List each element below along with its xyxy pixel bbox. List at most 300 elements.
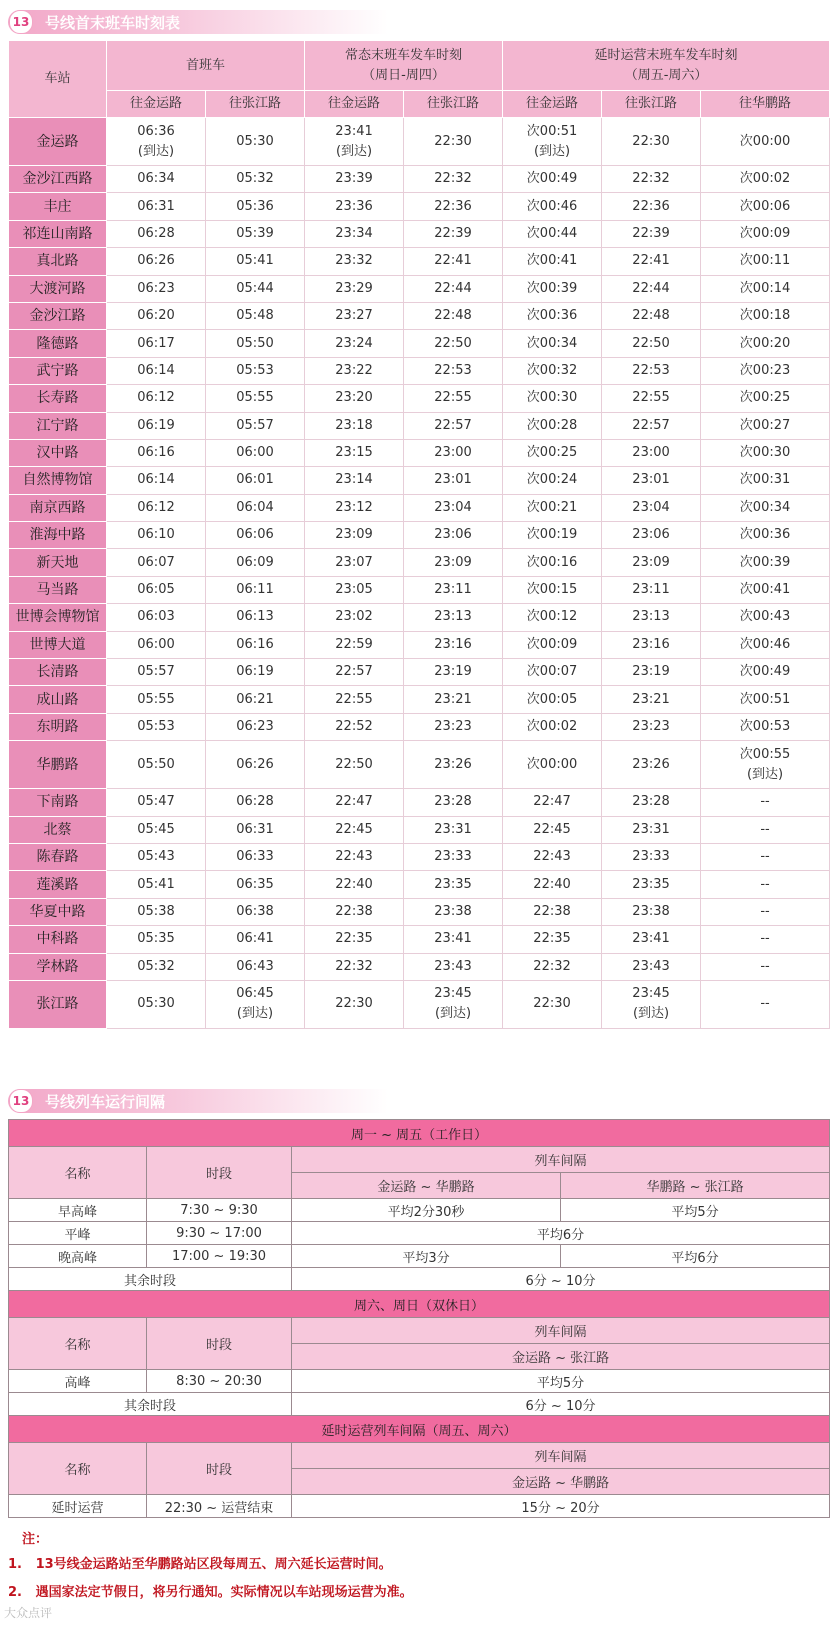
- time-cell: [107, 549, 206, 576]
- time-value: 06:45: [236, 986, 274, 1002]
- intervals-title: 号线列车运行间隔: [45, 1092, 166, 1111]
- time-cell: [701, 385, 830, 412]
- time-value: 06:17: [137, 335, 175, 351]
- time-cell: [503, 193, 602, 220]
- timetable-row: [9, 576, 830, 603]
- time-cell: [602, 816, 701, 843]
- time-value: 23:33: [632, 849, 670, 865]
- time-value: 06:35: [236, 876, 274, 892]
- time-value: --: [760, 958, 770, 974]
- time-value: 22:39: [632, 225, 670, 241]
- time-value: 次00:41: [526, 253, 578, 269]
- time-cell: [602, 193, 701, 220]
- time-cell: [404, 330, 503, 357]
- time-cell: [602, 713, 701, 740]
- time-cell: [305, 713, 404, 740]
- time-cell: [305, 494, 404, 521]
- time-value: 23:38: [434, 903, 472, 919]
- time-cell: [404, 385, 503, 412]
- timetable-row: [9, 686, 830, 713]
- arrival-note: (到达): [137, 143, 175, 159]
- time-value: 22:35: [335, 931, 373, 947]
- time-cell: [404, 631, 503, 658]
- row-name: 其余时段: [9, 1393, 292, 1416]
- time-value: 06:28: [137, 225, 175, 241]
- time-cell: [206, 522, 305, 549]
- time-value: 05:53: [236, 362, 274, 378]
- time-value: 05:44: [236, 280, 274, 296]
- time-cell: [107, 193, 206, 220]
- time-cell: [107, 357, 206, 384]
- time-value: 22:36: [434, 198, 472, 214]
- row-value: 平均2分30秒: [292, 1199, 561, 1222]
- station-name: 江宁路: [9, 412, 107, 439]
- time-value: 次00:30: [739, 445, 791, 461]
- time-value: --: [760, 903, 770, 919]
- time-cell: [503, 898, 602, 925]
- time-cell: [305, 275, 404, 302]
- time-value: 22:53: [434, 362, 472, 378]
- time-value: 23:26: [434, 756, 472, 772]
- time-value: 06:04: [236, 499, 274, 515]
- header-extended-line1: 延时运营末班车发车时刻: [594, 47, 738, 63]
- timetable-row: [9, 330, 830, 357]
- time-cell: [701, 953, 830, 980]
- time-value: 次00:53: [739, 719, 791, 734]
- time-cell: [602, 522, 701, 549]
- time-value: 06:00: [137, 636, 175, 652]
- station-name: 马当路: [9, 576, 107, 603]
- time-value: --: [760, 849, 770, 865]
- timetable-row: [9, 220, 830, 247]
- time-cell: [404, 926, 503, 953]
- time-cell: [404, 467, 503, 494]
- time-cell: [305, 549, 404, 576]
- time-cell: [503, 302, 602, 329]
- time-cell: [701, 467, 830, 494]
- time-cell: [701, 576, 830, 603]
- time-cell: [602, 275, 701, 302]
- time-value: 23:31: [632, 821, 670, 837]
- time-value: 06:10: [137, 527, 175, 543]
- time-cell: [305, 467, 404, 494]
- time-value: 22:57: [632, 417, 670, 433]
- station-name: 金运路: [9, 118, 107, 166]
- time-cell: [305, 843, 404, 870]
- time-value: 23:21: [632, 691, 670, 707]
- time-value: 23:28: [434, 794, 472, 810]
- time-value: 23:13: [434, 609, 472, 625]
- time-cell: [701, 549, 830, 576]
- time-cell: [206, 604, 305, 631]
- time-value: 23:32: [335, 253, 373, 269]
- time-value: 05:41: [236, 253, 274, 269]
- time-value: 22:30: [335, 996, 373, 1012]
- time-cell: [404, 871, 503, 898]
- arrival-note: (到达): [746, 766, 784, 782]
- time-cell: [107, 330, 206, 357]
- time-cell: [701, 522, 830, 549]
- time-value: 23:26: [632, 756, 670, 772]
- time-value: 22:40: [335, 876, 373, 892]
- time-value: 次00:43: [739, 609, 791, 625]
- time-cell: [503, 412, 602, 439]
- time-cell: [206, 494, 305, 521]
- time-value: 23:12: [335, 499, 373, 515]
- time-cell: [107, 926, 206, 953]
- station-name: 新天地: [9, 549, 107, 576]
- row-value: 平均6分: [561, 1245, 830, 1268]
- time-cell: [404, 248, 503, 275]
- time-cell: [107, 467, 206, 494]
- time-cell: [602, 439, 701, 466]
- time-cell: [206, 576, 305, 603]
- time-cell: [305, 926, 404, 953]
- time-cell: [503, 631, 602, 658]
- time-cell: [206, 302, 305, 329]
- time-value: 23:24: [335, 335, 373, 351]
- note-2-number: 2.: [8, 1585, 22, 1600]
- time-value: 次00:20: [739, 335, 791, 351]
- time-cell: [305, 816, 404, 843]
- header-station: 车站: [9, 41, 107, 118]
- header-dir: 往张江路: [404, 91, 503, 118]
- time-cell: [305, 953, 404, 980]
- time-cell: [404, 604, 503, 631]
- time-value: 23:09: [335, 527, 373, 543]
- station-name: 东明路: [9, 713, 107, 740]
- time-value: 23:41: [632, 931, 670, 947]
- time-value: 次00:00: [526, 756, 578, 772]
- time-cell: [602, 631, 701, 658]
- timetable-row: [9, 166, 830, 193]
- time-cell: [206, 789, 305, 816]
- time-cell: [206, 412, 305, 439]
- time-value: 次00:06: [739, 198, 791, 214]
- timetable-row: [9, 357, 830, 384]
- time-cell: [305, 789, 404, 816]
- time-cell: [206, 275, 305, 302]
- time-value: 23:19: [434, 664, 472, 680]
- time-value: 次00:24: [526, 472, 578, 488]
- station-name: 华鹏路: [9, 741, 107, 789]
- timetable-title: 号线首末班车时刻表: [45, 13, 181, 32]
- time-value: 次00:30: [526, 390, 578, 406]
- time-cell: [503, 741, 602, 789]
- time-cell: [107, 302, 206, 329]
- time-value: --: [760, 794, 770, 810]
- time-cell: [602, 980, 701, 1028]
- time-value: 22:30: [533, 996, 571, 1012]
- col-seg-a: 金运路 ~ 华鹏路: [292, 1173, 561, 1199]
- station-name: 金沙江路: [9, 302, 107, 329]
- time-value: 22:59: [335, 636, 373, 652]
- time-cell: [701, 816, 830, 843]
- time-cell: [305, 871, 404, 898]
- time-value: 22:38: [533, 903, 571, 919]
- time-value: 次00:55: [739, 746, 791, 762]
- time-value: 05:50: [137, 756, 175, 772]
- time-value: 23:06: [434, 527, 472, 543]
- time-value: 次00:39: [526, 280, 578, 296]
- row-name: 平峰: [9, 1222, 147, 1245]
- time-value: 05:55: [236, 390, 274, 406]
- timetable-row: [9, 412, 830, 439]
- time-value: 次00:19: [526, 527, 578, 543]
- timetable-row: [9, 659, 830, 686]
- time-value: 22:50: [434, 335, 472, 351]
- time-value: 23:23: [632, 719, 670, 734]
- time-value: 06:36: [137, 123, 175, 139]
- time-cell: [206, 686, 305, 713]
- time-value: 22:52: [335, 719, 373, 734]
- time-value: 22:30: [434, 133, 472, 149]
- time-cell: [701, 686, 830, 713]
- time-value: 06:11: [236, 582, 274, 598]
- weekend-band: 周六、周日（双休日）: [9, 1291, 830, 1318]
- time-value: 22:48: [632, 308, 670, 324]
- station-name: 莲溪路: [9, 871, 107, 898]
- time-cell: [503, 843, 602, 870]
- time-value: 05:32: [236, 171, 274, 187]
- time-value: 23:15: [335, 445, 373, 461]
- time-cell: [701, 330, 830, 357]
- time-value: 05:30: [137, 996, 175, 1012]
- time-value: 次00:09: [739, 225, 791, 241]
- time-cell: [305, 118, 404, 166]
- time-cell: [206, 816, 305, 843]
- time-value: --: [760, 876, 770, 892]
- time-cell: [503, 118, 602, 166]
- time-value: 05:35: [137, 931, 175, 947]
- time-value: 06:12: [137, 499, 175, 515]
- time-value: 23:05: [335, 582, 373, 598]
- time-cell: [404, 220, 503, 247]
- col-seg-full: 金运路 ~ 张江路: [292, 1344, 830, 1370]
- time-value: 06:28: [236, 794, 274, 810]
- notes-label: 注：: [22, 1532, 49, 1547]
- time-cell: [107, 522, 206, 549]
- time-cell: [503, 686, 602, 713]
- arrival-note: (到达): [533, 143, 571, 159]
- time-value: 22:41: [434, 253, 472, 269]
- time-value: 23:23: [434, 719, 472, 734]
- row-value: 平均5分: [292, 1370, 830, 1393]
- time-value: 次00:44: [526, 225, 578, 241]
- time-cell: [602, 741, 701, 789]
- time-cell: [107, 816, 206, 843]
- time-cell: [503, 980, 602, 1028]
- col-interval: 列车间隔: [292, 1443, 830, 1469]
- time-cell: [701, 118, 830, 166]
- station-name: 大渡河路: [9, 275, 107, 302]
- time-value: 次00:16: [526, 554, 578, 570]
- time-cell: [107, 631, 206, 658]
- header-regular-last: [305, 41, 503, 91]
- time-value: 06:14: [137, 362, 175, 378]
- row-name: 其余时段: [9, 1268, 292, 1291]
- time-value: 22:48: [434, 308, 472, 324]
- time-cell: [305, 330, 404, 357]
- time-cell: [503, 549, 602, 576]
- time-value: 23:20: [335, 390, 373, 406]
- header-dir: 往华鹏路: [701, 91, 830, 118]
- time-value: 23:06: [632, 527, 670, 543]
- time-value: 23:13: [632, 609, 670, 625]
- time-cell: [107, 494, 206, 521]
- time-value: 06:00: [236, 445, 274, 461]
- station-name: 成山路: [9, 686, 107, 713]
- time-value: 23:11: [632, 582, 670, 598]
- time-value: 22:32: [632, 171, 670, 187]
- time-cell: [206, 330, 305, 357]
- row-name: 延时运营: [9, 1495, 147, 1518]
- timetable-row: [9, 248, 830, 275]
- time-cell: [206, 898, 305, 925]
- time-value: 次00:07: [526, 664, 578, 680]
- timetable-row: [9, 898, 830, 925]
- time-cell: [602, 871, 701, 898]
- time-value: 22:47: [335, 794, 373, 810]
- time-cell: [305, 385, 404, 412]
- time-cell: [602, 220, 701, 247]
- row-value: 15分 ~ 20分: [292, 1495, 830, 1518]
- header-dir: 往金运路: [503, 91, 602, 118]
- time-cell: [305, 576, 404, 603]
- note-1-text: 13号线金运路站至华鹏路站区段每周五、周六延长运营时间。: [35, 1557, 392, 1572]
- time-cell: [503, 926, 602, 953]
- row-value: 6分 ~ 10分: [292, 1393, 830, 1416]
- time-cell: [305, 193, 404, 220]
- time-cell: [206, 741, 305, 789]
- station-name: 自然博物馆: [9, 467, 107, 494]
- time-cell: [503, 659, 602, 686]
- time-cell: [305, 412, 404, 439]
- station-name: 南京西路: [9, 494, 107, 521]
- time-value: 22:50: [632, 335, 670, 351]
- time-cell: [503, 816, 602, 843]
- time-cell: [206, 220, 305, 247]
- col-seg-a: 金运路 ~ 华鹏路: [292, 1469, 830, 1495]
- time-value: 22:45: [533, 821, 571, 837]
- time-value: 23:09: [632, 554, 670, 570]
- time-value: 06:43: [236, 958, 274, 974]
- time-value: 06:16: [137, 445, 175, 461]
- time-cell: [305, 302, 404, 329]
- extended-band: 延时运营列车间隔（周五、周六）: [9, 1416, 830, 1443]
- time-cell: [107, 713, 206, 740]
- time-cell: [701, 631, 830, 658]
- time-value: 06:38: [236, 903, 274, 919]
- time-value: 23:28: [632, 794, 670, 810]
- time-value: 22:50: [335, 756, 373, 772]
- time-cell: [107, 385, 206, 412]
- time-cell: [206, 549, 305, 576]
- time-cell: [206, 843, 305, 870]
- time-cell: [404, 659, 503, 686]
- time-value: 23:01: [434, 472, 472, 488]
- header-regular-line2: （周日-周四）: [362, 67, 445, 83]
- time-cell: [305, 439, 404, 466]
- row-period: 17:00 ~ 19:30: [147, 1245, 292, 1268]
- time-value: 22:43: [335, 849, 373, 865]
- timetable-row: [9, 980, 830, 1028]
- time-cell: [107, 686, 206, 713]
- col-period: 时段: [147, 1147, 292, 1199]
- station-name: 淮海中路: [9, 522, 107, 549]
- station-name: 长清路: [9, 659, 107, 686]
- time-value: 23:09: [434, 554, 472, 570]
- time-cell: [107, 898, 206, 925]
- time-value: --: [760, 821, 770, 837]
- time-value: 23:43: [434, 958, 472, 974]
- time-value: 23:00: [632, 445, 670, 461]
- time-value: 次00:51: [739, 691, 791, 707]
- time-value: 05:48: [236, 308, 274, 324]
- time-cell: [206, 357, 305, 384]
- time-cell: [602, 248, 701, 275]
- time-value: 06:19: [137, 417, 175, 433]
- time-cell: [701, 248, 830, 275]
- time-cell: [107, 118, 206, 166]
- time-cell: [107, 741, 206, 789]
- station-name: 华夏中路: [9, 898, 107, 925]
- row-value: 平均3分: [292, 1245, 561, 1268]
- time-value: 22:36: [632, 198, 670, 214]
- time-cell: [206, 631, 305, 658]
- station-name: 祁连山南路: [9, 220, 107, 247]
- time-cell: [305, 659, 404, 686]
- time-cell: [404, 439, 503, 466]
- time-value: 次00:27: [739, 417, 791, 433]
- time-cell: [206, 926, 305, 953]
- time-cell: [404, 357, 503, 384]
- time-value: 05:50: [236, 335, 274, 351]
- row-period: 7:30 ~ 9:30: [147, 1199, 292, 1222]
- time-value: 22:30: [632, 133, 670, 149]
- time-cell: [503, 248, 602, 275]
- time-value: 22:47: [533, 794, 571, 810]
- time-value: 次00:41: [739, 582, 791, 598]
- time-value: 06:07: [137, 554, 175, 570]
- time-value: 23:41: [335, 123, 373, 139]
- time-cell: [206, 659, 305, 686]
- time-value: 06:03: [137, 609, 175, 625]
- time-cell: [107, 220, 206, 247]
- time-value: 23:00: [434, 445, 472, 461]
- time-value: 23:14: [335, 472, 373, 488]
- time-cell: [701, 980, 830, 1028]
- timetable: [8, 40, 830, 1029]
- time-cell: [404, 686, 503, 713]
- intervals-section-title: [8, 1089, 388, 1113]
- timetable-row: [9, 522, 830, 549]
- time-cell: [404, 522, 503, 549]
- time-value: 次00:02: [526, 719, 578, 734]
- time-value: 22:40: [533, 876, 571, 892]
- note-1: [8, 1553, 392, 1572]
- time-value: 次00:15: [526, 582, 578, 598]
- col-name: 名称: [9, 1318, 147, 1370]
- time-cell: [701, 741, 830, 789]
- time-cell: [206, 439, 305, 466]
- time-value: 23:45: [434, 986, 472, 1002]
- time-cell: [701, 789, 830, 816]
- time-value: 23:02: [335, 609, 373, 625]
- note-2-text: 遇国家法定节假日，将另行通知。实际情况以车站现场运营为准。: [35, 1585, 413, 1600]
- time-cell: [701, 412, 830, 439]
- time-cell: [701, 166, 830, 193]
